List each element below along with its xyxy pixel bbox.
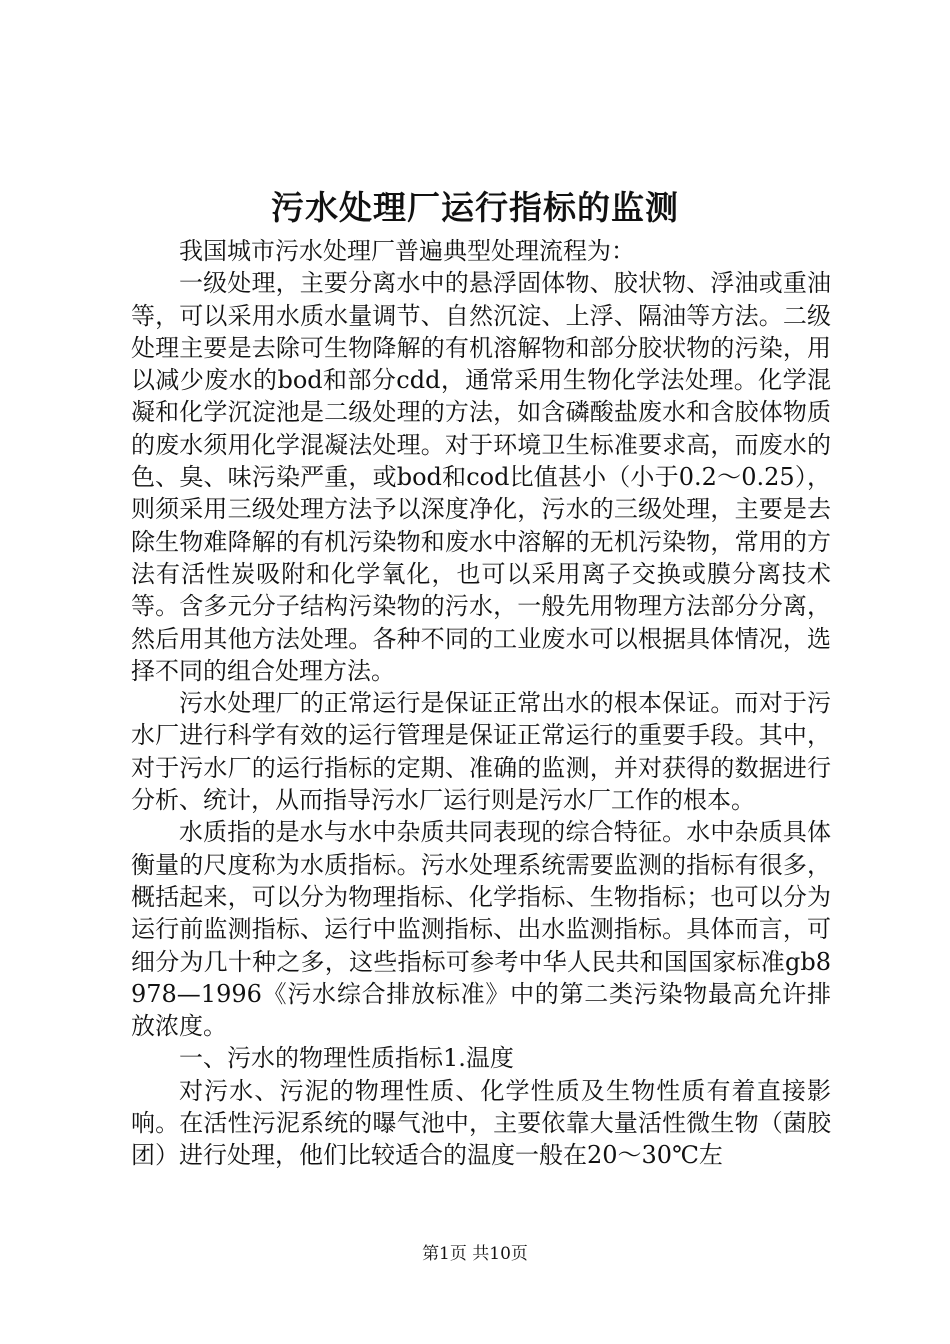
section-heading-physical: 一、污水的物理性质指标1.温度 [179, 1044, 514, 1073]
document-body [131, 235, 831, 1172]
paragraph-intro: 我国城市污水处理厂普遍典型处理流程为： [179, 237, 635, 265]
page-footer: 第1页 共10页 [422, 1244, 528, 1264]
paragraph-temperature: 对污水、污泥的物理性质、化学性质及生物性质有着直接影响。在活性污泥系统的曝气池中，主要依靠大量活性微生物（菌胶团）进行处理，他们比较适合的温度一般在20～30℃左 [131, 1076, 831, 1170]
paragraph-treatment-levels: 一级处理，主要分离水中的悬浮固体物、胶状物、浮油或重油等，可以采用水质水量调节、自然沉淀、上浮、隔油等方法。二级处理主要是去除可生物降解的有机溶解物和部分胶状物的污染，用以减少废水的bod和部分cdd，通常采用生物化学法处理。化学混凝和化学沉淀池是二级处理的方法，如含磷酸盐废水和含胶体物质的废水须用化学混凝法处理。对于环境卫生标准要求高，而废水的色、臭、味污染严重，或bod和cod比值甚小（小于0.2～0.25），则须采用三级处理方法予以深度净化，污水的三级处理，主要是去除生物难降解的有机污染物和废水中溶解的无机污染物，常用的方法有活性炭吸附和化学氧化，也可以采用离子交换或膜分离技术等。含多元分子结构污染物的污水，一般先用物理方法部分分离，然后用其他方法处理。各种不同的工业废水可以根据具体情况，选择不同的组合处理方法。 [131, 269, 831, 685]
paragraph-operation: 污水处理厂的正常运行是保证正常出水的根本保证。而对于污水厂进行科学有效的运行管理是保证正常运行的重要手段。其中，对于污水厂的运行指标的定期、准确的监测，并对获得的数据进行分析、统计，从而指导污水厂运行则是污水厂工作的根本。 [131, 689, 831, 815]
document-title: 污水处理厂运行指标的监测 [271, 188, 679, 227]
paragraph-water-quality: 水质指的是水与水中杂质共同表现的综合特征。水中杂质具体衡量的尺度称为水质指标。污水处理系统需要监测的指标有很多，概括起来，可以分为物理指标、化学指标、生物指标；也可以分为运行前监测指标、运行中监测指标、出水监测指标。具体而言，可细分为几十种之多，这些指标可参考中华人民共和国国家标准gb8978—1996《污水综合排放标准》中的第二类污染物最高允许排放浓度。 [131, 818, 831, 1041]
